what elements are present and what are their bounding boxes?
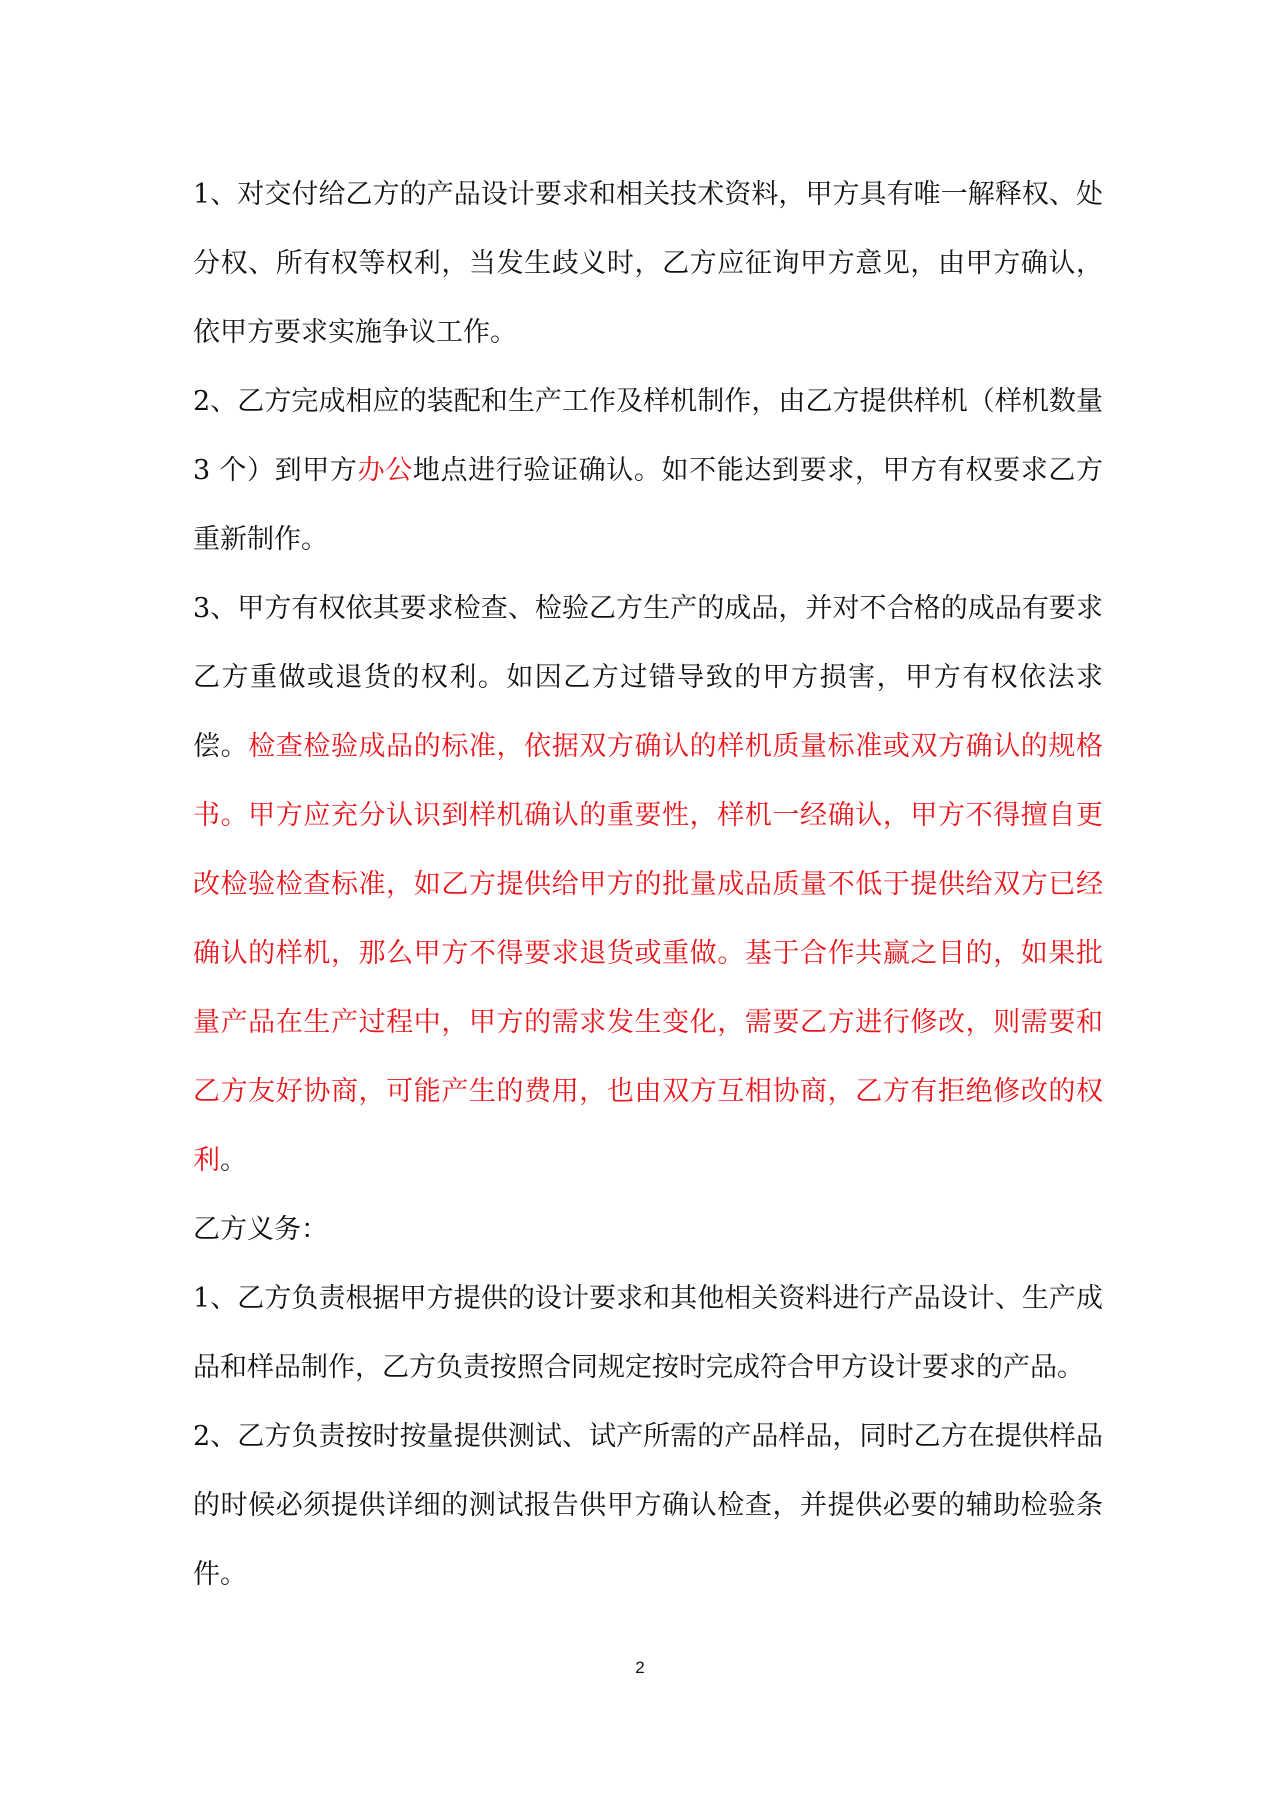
highlighted-text: 办公 xyxy=(357,455,413,486)
paragraph-sample-production xyxy=(193,367,1103,574)
page-number: 2 xyxy=(635,1658,645,1677)
paragraph-text: 。 xyxy=(220,1145,247,1176)
heading-text: 乙方义务： xyxy=(193,1214,328,1245)
paragraph-text: 地点进行验证确认。如不能达到要求，甲方有权要求乙方重新制作。 xyxy=(193,455,1104,555)
paragraph-party-a-interpretation-rights xyxy=(193,160,1103,367)
section-heading-party-b-obligations xyxy=(193,1195,1103,1264)
highlighted-text: 检查检验成品的标准，依据双方确认的样机质量标准或双方确认的规格书。甲方应充分认识到样机确认的重要性，样机一经确认，甲方不得擅自更改检验检查标准，如乙方提供给甲方的批量成品质量不低于提供给双方已经确认的样机，那么甲方不得要求退货或重做。基于合作共赢之目的，如果批量产品在生产过程中，甲方的需求发生变化，需要乙方进行修改，则需要和乙方友好协商，可能产生的费用，也由双方互相协商，乙方有拒绝修改的权利 xyxy=(193,731,1103,1176)
paragraph-text: 1、对交付给乙方的产品设计要求和相关技术资料，甲方具有唯一解释权、处分权、所有权等权利，当发生歧义时，乙方应征询甲方意见，由甲方确认，依甲方要求实施争议工作。 xyxy=(193,179,1103,348)
paragraph-sample-supply xyxy=(193,1402,1103,1609)
document-body xyxy=(193,160,1103,1609)
paragraph-inspection-rights xyxy=(193,574,1103,1195)
paragraph-text: 2、乙方负责按时按量提供测试、试产所需的产品样品，同时乙方在提供样品的时候必须提供详细的测试报告供甲方确认检查，并提供必要的辅助检验条件。 xyxy=(193,1421,1103,1590)
paragraph-text: 1、乙方负责根据甲方提供的设计要求和其他相关资料进行产品设计、生产成品和样品制作，乙方负责按照合同规定按时完成符合甲方设计要求的产品。 xyxy=(193,1283,1103,1383)
paragraph-text: 3、甲方有权依其要求检查、检验乙方生产的成品，并对不合格的成品有要求乙方重做或退货的权利。如因乙方过错导致的甲方损害，甲方有权依法求偿。 xyxy=(193,593,1103,762)
paragraph-text: 2、乙方完成相应的装配和生产工作及样机制作，由乙方提供样机（样机数量 3 个）到甲方 xyxy=(193,386,1103,486)
paragraph-design-and-production xyxy=(193,1264,1103,1402)
